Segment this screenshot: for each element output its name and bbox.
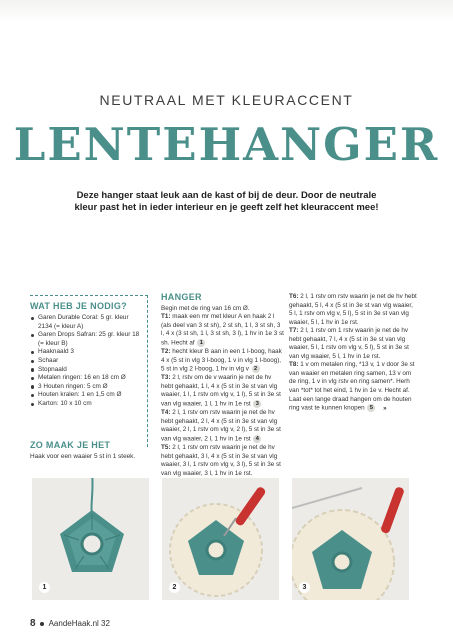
photo-reference-badge: 4 (253, 435, 261, 443)
pattern-row-2 (161, 348, 284, 374)
crochet-motif-image (292, 478, 409, 600)
row-text: 2 l, 1 rstv om 1 rstv waarin je net de hv hebt gehaakt, 7 l, 4 x (5 st in 3e st van vlg waaier, 5 l, 1 rstv om vlg v, 5 l), 5 st in 3e st van vlg waaier, 5 l, 1 hv in 1e rst. (289, 327, 409, 360)
photo-reference-badge: 2 (252, 365, 260, 373)
list-item: Stopnaald (30, 366, 141, 375)
row-text: 2 l, 1 rstv om rstv waarin je net de hv hebt gehaakt, 3 l, 4 x (5 st in 3e st van vlg waaier, 3 l, 1 rstv om vlg v, 3 l), 5 st in 3e st van vlg waaier, 3 l, 1 hv in 1e rst. (161, 443, 281, 477)
row-label: T1: (161, 313, 171, 321)
photo-number: 3 (299, 582, 310, 593)
step-photo-3 (292, 478, 409, 600)
top-band (0, 0, 453, 22)
photo-number: 2 (169, 582, 180, 593)
how-to-text: Haak voor een waaier 5 st in 1 steek. (30, 453, 136, 460)
crochet-motif-image (32, 478, 149, 600)
list-item: Schaar (30, 357, 141, 366)
pattern-intro: Begin met de ring van 16 cm Ø. (161, 304, 250, 312)
list-item: Houten kralen: 1 en 1,5 cm Ø (30, 391, 141, 400)
bullet-icon (40, 622, 44, 626)
pattern-row-7 (289, 327, 417, 361)
how-to-section (30, 440, 148, 462)
photo-reference-badge: 5 (367, 404, 375, 412)
pattern-row-3 (161, 374, 284, 409)
materials-heading: WAT HEB JE NODIG? (30, 301, 127, 311)
row-label: T6: (289, 293, 299, 300)
photo-reference-badge: 1 (197, 339, 205, 347)
page-footer (30, 618, 110, 629)
photo-reference-badge: 3 (253, 400, 261, 408)
intro-text: Deze hanger staat leuk aan de kast of bij de deur. Door de neutrale kleur past het in ieder interieur en je geeft zelf het kleuraccent mee! (74, 190, 379, 213)
pattern-column-1 (161, 293, 284, 478)
row-text: 2 l, 1 rstv om rstv waarin je net de hv hebt gehaakt, 5 l, 4 x (5 st in 3e st van vlg waaier, 5 l, 1 rstv om vlg v, 5 l), 5 st in 3e st van vlg waaier, 5 l, 1 hv in 1e rst. (289, 293, 417, 326)
list-item: Haaknaald 3 (30, 348, 141, 357)
row-label: T7: (289, 327, 299, 335)
page-number: 8 (30, 618, 36, 629)
row-label: T3: (161, 374, 171, 382)
row-text: 2 l, 1 rstv om rstv waarin je net de hv hebt gehaakt, 2 l, 4 x (5 st in 3e st van vlg waaier, 2 l, 1 rstv om vlg v, 2 l), 5 st in 3e st van vlg waaier, 2 l, 1 hv in 1e rst (161, 409, 281, 443)
materials-box (30, 295, 148, 447)
row-label: T5: (161, 443, 171, 451)
article-subtitle: NEUTRAAL MET KLEURACCENT (99, 92, 354, 108)
row-text: hecht kleur B aan in een 1 l-boog, haak 4 x (5 st in vlg 3 l-boog, 1 v in vlg 1 l-boog), 5 st in vlg 2 l-boog, 1 hv in vlg v (161, 347, 282, 373)
row-text: 1 v om metalen ring, *13 v, 1 v door 3e st van waaier en metalen ring samen, 13 v om de ring, 1 v in vlg rstv en ring samen*. Herh van *tot* tot het eind, 1 hv in 1e v. Hecht af. Laat een lange draad hangen om de houten ring vast te kunnen knopen (289, 361, 415, 412)
pattern-column-2 (289, 293, 417, 413)
pattern-row-6 (289, 293, 417, 327)
row-label: T8: (289, 361, 299, 369)
article-title: LENTEHANGER (13, 118, 440, 171)
list-item: Metalen ringen: 16 en 18 cm Ø (30, 374, 141, 383)
pattern-row-1 (161, 313, 284, 348)
photo-number: 1 (39, 582, 50, 593)
pattern-row-4 (161, 409, 284, 444)
pattern-row-5 (161, 444, 284, 478)
list-item: Garen Durable Coral: 5 gr. kleur 2134 (= kleur A) (30, 314, 141, 331)
crochet-motif-image (162, 478, 279, 600)
list-item: Karton: 10 x 10 cm (30, 400, 141, 409)
row-text: maak een mr met kleur A en haak 2 l (als deel van 3 st sh), 2 st sh, 1 l, 3 st sh, 3 l, 4 x (3 st sh, 1 l, 3 st sh, 3 l), 1 hv in 1e 3 st sh. Hecht af (161, 313, 284, 347)
how-to-heading: ZO MAAK JE HET (30, 440, 111, 450)
row-text: 2 l, rstv om de v waarin je net de hv hebt gehaakt, 1 l, 4 x (5 st in 3e st van vlg waaier, 1 l, 1 rstv om vlg v, 1 l), 5 st in 3e st van vlg waaier, 1 l, 1 hv in 1e rst (161, 374, 281, 408)
materials-list (30, 314, 141, 409)
row-label: T2: (161, 347, 171, 355)
continue-arrow-icon: » (383, 404, 387, 412)
list-item: 3 Houten ringen: 5 cm Ø (30, 383, 141, 392)
pattern-row-8 (289, 361, 417, 413)
pattern-heading: HANGER (161, 292, 202, 302)
step-photo-1 (32, 478, 149, 600)
magazine-name: AandeHaak.nl 32 (48, 619, 110, 628)
row-label: T4: (161, 409, 171, 417)
step-photo-2 (162, 478, 279, 600)
list-item: Garen Drops Safran: 25 gr. kleur 18 (= kleur B) (30, 331, 141, 348)
